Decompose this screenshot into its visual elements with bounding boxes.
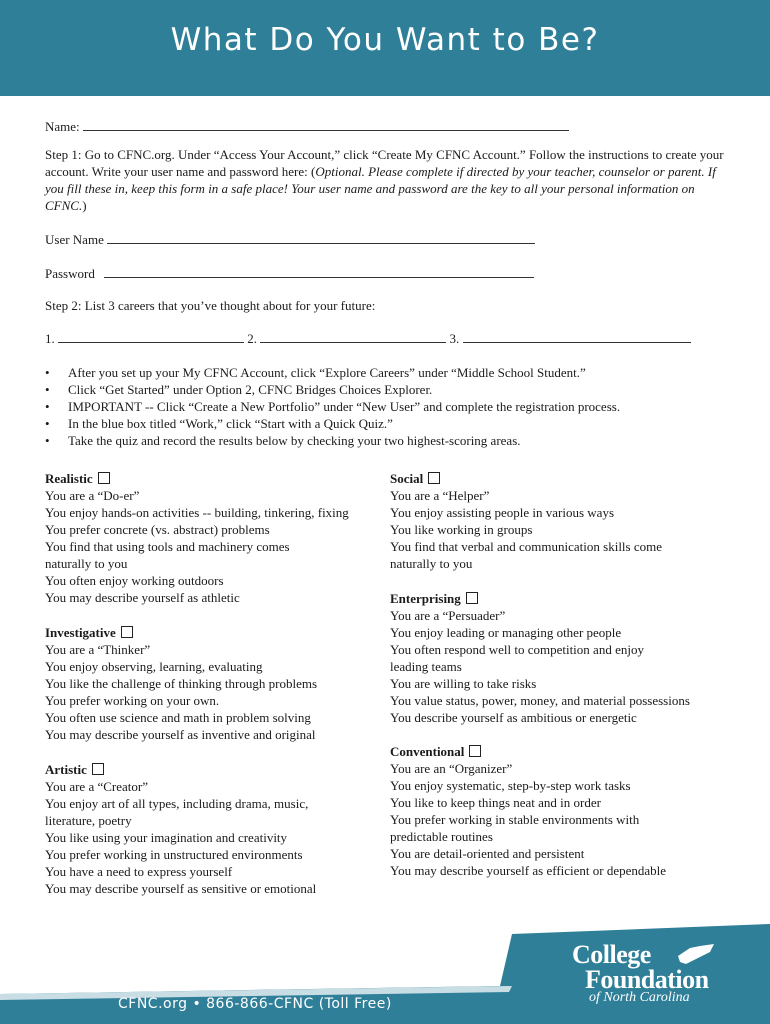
enterprising-checkbox[interactable] (466, 592, 478, 604)
conventional-line: You prefer working in stable environments with (390, 812, 640, 827)
careers-row (45, 330, 691, 347)
conventional-line: You are detail-oriented and persistent (390, 846, 585, 861)
realistic-line: You may describe yourself as athletic (45, 590, 240, 605)
social-line: You find that verbal and communication skills come (390, 539, 662, 554)
enterprising-line: You enjoy leading or managing other people (390, 625, 622, 640)
social-line: You enjoy assisting people in various ways (390, 505, 615, 520)
conventional-section (390, 743, 666, 879)
conventional-line: You enjoy systematic, step-by-step work tasks (390, 778, 631, 793)
artistic-section (45, 761, 316, 897)
footer-contact[interactable]: CFNC.org • 866-866-CFNC (Toll Free) (118, 996, 392, 1012)
conventional-checkbox[interactable] (469, 745, 481, 757)
enterprising-title: Enterprising (390, 591, 461, 606)
investigative-line: You are a “Thinker” (45, 642, 151, 657)
list-item: • IMPORTANT -- Click “Create a New Portfolio” under “New User” and complete the registration process. (45, 398, 725, 415)
password-row (45, 265, 534, 282)
investigative-line: You prefer working on your own. (45, 693, 220, 708)
career-number-1: 1. (45, 331, 55, 346)
step1-note: Optional. Please complete if directed by your teacher, counselor or parent. If you fill these in, keep this form in a safe place! Your user name and password are the key to all your personal information on CFNC. (45, 164, 716, 213)
realistic-section (45, 470, 349, 606)
password-field[interactable] (104, 266, 534, 278)
artistic-line: You may describe yourself as sensitive or emotional (45, 881, 317, 896)
conventional-line: You like to keep things neat and in order (390, 795, 601, 810)
logo-line-1: College (572, 940, 651, 969)
username-field[interactable] (107, 232, 535, 244)
investigative-section (45, 624, 317, 743)
realistic-line: You find that using tools and machinery comes (45, 539, 290, 554)
name-label: Name: (45, 119, 80, 134)
social-section (390, 470, 662, 572)
artistic-line: You have a need to express yourself (45, 864, 233, 879)
social-title: Social (390, 471, 424, 486)
enterprising-section (390, 590, 690, 726)
list-item: • After you set up your My CFNC Account, click “Explore Careers” under “Middle School Student.” (45, 364, 725, 381)
investigative-line: You like the challenge of thinking through problems (45, 676, 318, 691)
artistic-checkbox[interactable] (92, 763, 104, 775)
conventional-line: You may describe yourself as efficient or dependable (390, 863, 667, 878)
social-line: You are a “Helper” (390, 488, 490, 503)
step2-text: Step 2: List 3 careers that you’ve thought about for your future: (45, 298, 376, 313)
social-line: naturally to you (390, 556, 473, 571)
page-title: What Do You Want to Be? (170, 22, 600, 58)
social-checkbox[interactable] (428, 472, 440, 484)
investigative-checkbox[interactable] (121, 626, 133, 638)
name-field[interactable] (83, 119, 569, 131)
realistic-line: You enjoy hands-on activities -- building, tinkering, fixing (45, 505, 349, 520)
realistic-line: You often enjoy working outdoors (45, 573, 224, 588)
enterprising-line: You are a “Persuader” (390, 608, 506, 623)
logo-line-2: Foundation (585, 965, 709, 994)
artistic-line: You enjoy art of all types, including drama, music, (45, 796, 309, 811)
career-number-2: 2. (247, 331, 257, 346)
list-item: • Click “Get Started” under Option 2, CFNC Bridges Choices Explorer. (45, 381, 725, 398)
investigative-line: You enjoy observing, learning, evaluating (45, 659, 263, 674)
username-row (45, 231, 535, 248)
artistic-line: You prefer working in unstructured environments (45, 847, 303, 862)
career-field-1[interactable] (58, 331, 244, 343)
investigative-line: You often use science and math in problem solving (45, 710, 311, 725)
username-label: User Name (45, 232, 104, 247)
header-banner (0, 0, 770, 96)
investigative-title: Investigative (45, 625, 116, 640)
enterprising-line: You are willing to take risks (390, 676, 537, 691)
social-line: You like working in groups (390, 522, 533, 537)
cfnc-logo (572, 938, 762, 1018)
enterprising-line: You often respond well to competition and enjoy (390, 642, 644, 657)
realistic-title: Realistic (45, 471, 93, 486)
career-field-3[interactable] (463, 331, 691, 343)
realistic-checkbox[interactable] (98, 472, 110, 484)
realistic-line: You are a “Do-er” (45, 488, 140, 503)
password-label: Password (45, 266, 95, 281)
enterprising-line: You describe yourself as ambitious or energetic (390, 710, 637, 725)
artistic-line: You like using your imagination and creativity (45, 830, 288, 845)
conventional-line: predictable routines (390, 829, 493, 844)
list-item: • In the blue box titled “Work,” click “Start with a Quick Quiz.” (45, 415, 725, 432)
realistic-line: You prefer concrete (vs. abstract) problems (45, 522, 270, 537)
step1-text: Step 1: Go to CFNC.org. Under “Access Your Account,” click “Create My CFNC Account.” Follow the instructions to create your account. Write your user name and password here: ( (45, 147, 724, 179)
artistic-title: Artistic (45, 762, 87, 777)
logo-line-3: of North Carolina (589, 990, 690, 1005)
step1-paragraph (45, 146, 725, 214)
enterprising-line: leading teams (390, 659, 462, 674)
step1-close: ) (82, 198, 87, 213)
realistic-line: naturally to you (45, 556, 128, 571)
conventional-title: Conventional (390, 744, 465, 759)
name-row (45, 118, 569, 135)
list-item: • Take the quiz and record the results below by checking your two highest-scoring areas. (45, 432, 725, 449)
artistic-line: You are a “Creator” (45, 779, 148, 794)
conventional-line: You are an “Organizer” (390, 761, 513, 776)
career-number-3: 3. (449, 331, 460, 346)
artistic-line: literature, poetry (45, 813, 132, 828)
investigative-line: You may describe yourself as inventive and original (45, 727, 316, 742)
career-field-2[interactable] (260, 331, 446, 343)
enterprising-line: You value status, power, money, and material possessions (390, 693, 690, 708)
instruction-list (45, 364, 725, 449)
